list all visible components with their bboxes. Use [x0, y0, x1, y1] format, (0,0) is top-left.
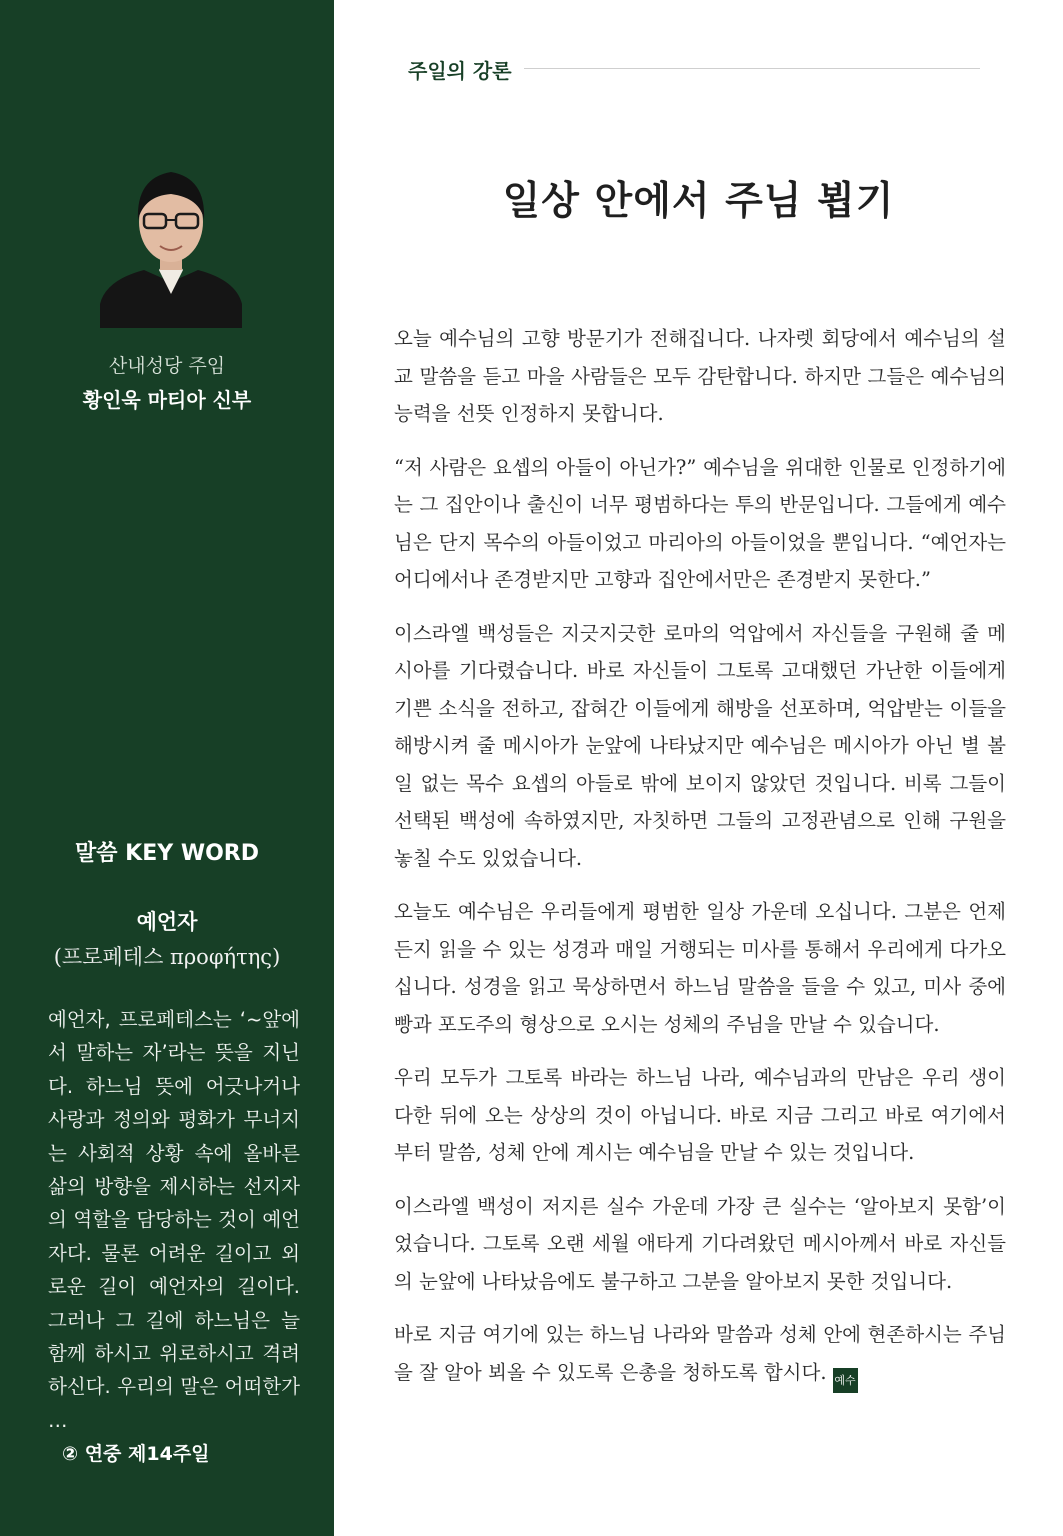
sidebar: [0, 0, 334, 1536]
article-paragraph-text: 바로 지금 여기에 있는 하느님 나라와 말씀과 성체 안에 현존하시는 주님을 잘 알아 뵈올 수 있도록 은총을 청하도록 합시다.: [394, 1323, 1006, 1384]
keyword-original: (프로페테스 προφήτης): [53, 945, 281, 969]
article-paragraph: 오늘도 예수님은 우리들에게 평범한 일상 가운데 오십니다. 그분은 언제든지 읽을 수 있는 성경과 매일 거행되는 미사를 통해서 우리에게 다가오십니다. 성경을 읽고 묵상하면서 하느님 말씀을 들을 수 있고, 미사 중에 빵과 포도주의 형상으로 오시는 성체의 주님을 만날 수 있습니다.: [394, 900, 1006, 1036]
priest-parish: 산내성당 주임: [108, 355, 226, 377]
article-paragraph-last: [394, 1316, 1006, 1393]
end-mark-icon: 예수: [833, 1368, 858, 1393]
section-label: 주일의 강론: [408, 59, 512, 83]
article-paragraph: “저 사람은 요셉의 아들이 아닌가?” 예수님을 위대한 인물로 인정하기에는 그 집안이나 출신이 너무 평범하다는 투의 반문입니다. 그들에게 예수님은 단지 목수의 아들이었고 마리아의 아들이었을 뿐입니다. “예언자는 어디에서나 존경받지만 고향과 집안에서만은 존경받지 못한다.”: [394, 455, 1006, 591]
keyword-term: 예언자: [136, 910, 198, 934]
article-body: [394, 320, 1006, 1409]
keyword-description: 예언자, 프로페테스는 ‘~앞에서 말하는 자’라는 뜻을 지닌다. 하느님 뜻에 어긋나거나 사랑과 정의와 평화가 무너지는 사회적 상황 속에 올바른 삶의 방향을 제시하는 선지자의 역할을 담당하는 것이 예언자다. 물론 어려운 길이고 외로운 길이 예언자의 길이다. 그러나 그 길에 하느님은 늘 함께 하시고 위로하시고 격려하신다. 우리의 말은 어떠한가 …: [48, 1008, 300, 1432]
section-divider: [524, 68, 980, 69]
keyword-heading: 말씀 KEY WORD: [74, 841, 259, 866]
liturgical-sunday: ② 연중 제14주일: [62, 1443, 210, 1465]
article-paragraph: 우리 모두가 그토록 바라는 하느님 나라, 예수님과의 만남은 우리 생이 다한 뒤에 오는 상상의 것이 아닙니다. 바로 지금 그리고 바로 여기에서부터 말씀, 성체 안에 계시는 예수님을 만날 수 있는 것입니다.: [394, 1066, 1006, 1164]
article-title: 일상 안에서 주님 뵙기: [502, 179, 895, 224]
article-paragraph: 이스라엘 백성이 저지른 실수 가운데 가장 큰 실수는 ‘알아보지 못함’이었습니다. 그토록 오랜 세월 애타게 기다려왔던 메시아께서 바로 자신들의 눈앞에 나타났음에도 불구하고 그분을 알아보지 못한 것입니다.: [394, 1194, 1006, 1293]
article-paragraph: 이스라엘 백성들은 지긋지긋한 로마의 억압에서 자신들을 구원해 줄 메시아를 기다렸습니다. 바로 자신들이 그토록 고대했던 가난한 이들에게 기쁜 소식을 전하고, 잡혀간 이들에게 해방을 선포하며, 억압받는 이들을 해방시켜 줄 메시아가 눈앞에 나타났지만 예수님은 메시아가 아닌 별 볼일 없는 목수 요셉의 아들로 밖에 보이지 않았던 것입니다. 비록 그들이 선택된 백성에 속하였지만, 자칫하면 그들의 고정관념으로 인해 구원을 놓칠 수도 있었습니다.: [394, 621, 1006, 870]
article-paragraph: 오늘 예수님의 고향 방문기가 전해집니다. 나자렛 회당에서 예수님의 설교 말씀을 듣고 마을 사람들은 모두 감탄합니다. 하지만 그들은 예수님의 능력을 선뜻 인정하지 못합니다.: [394, 327, 1006, 425]
priest-photo: [100, 154, 242, 328]
priest-name: 황인욱 마티아 신부: [82, 388, 252, 412]
